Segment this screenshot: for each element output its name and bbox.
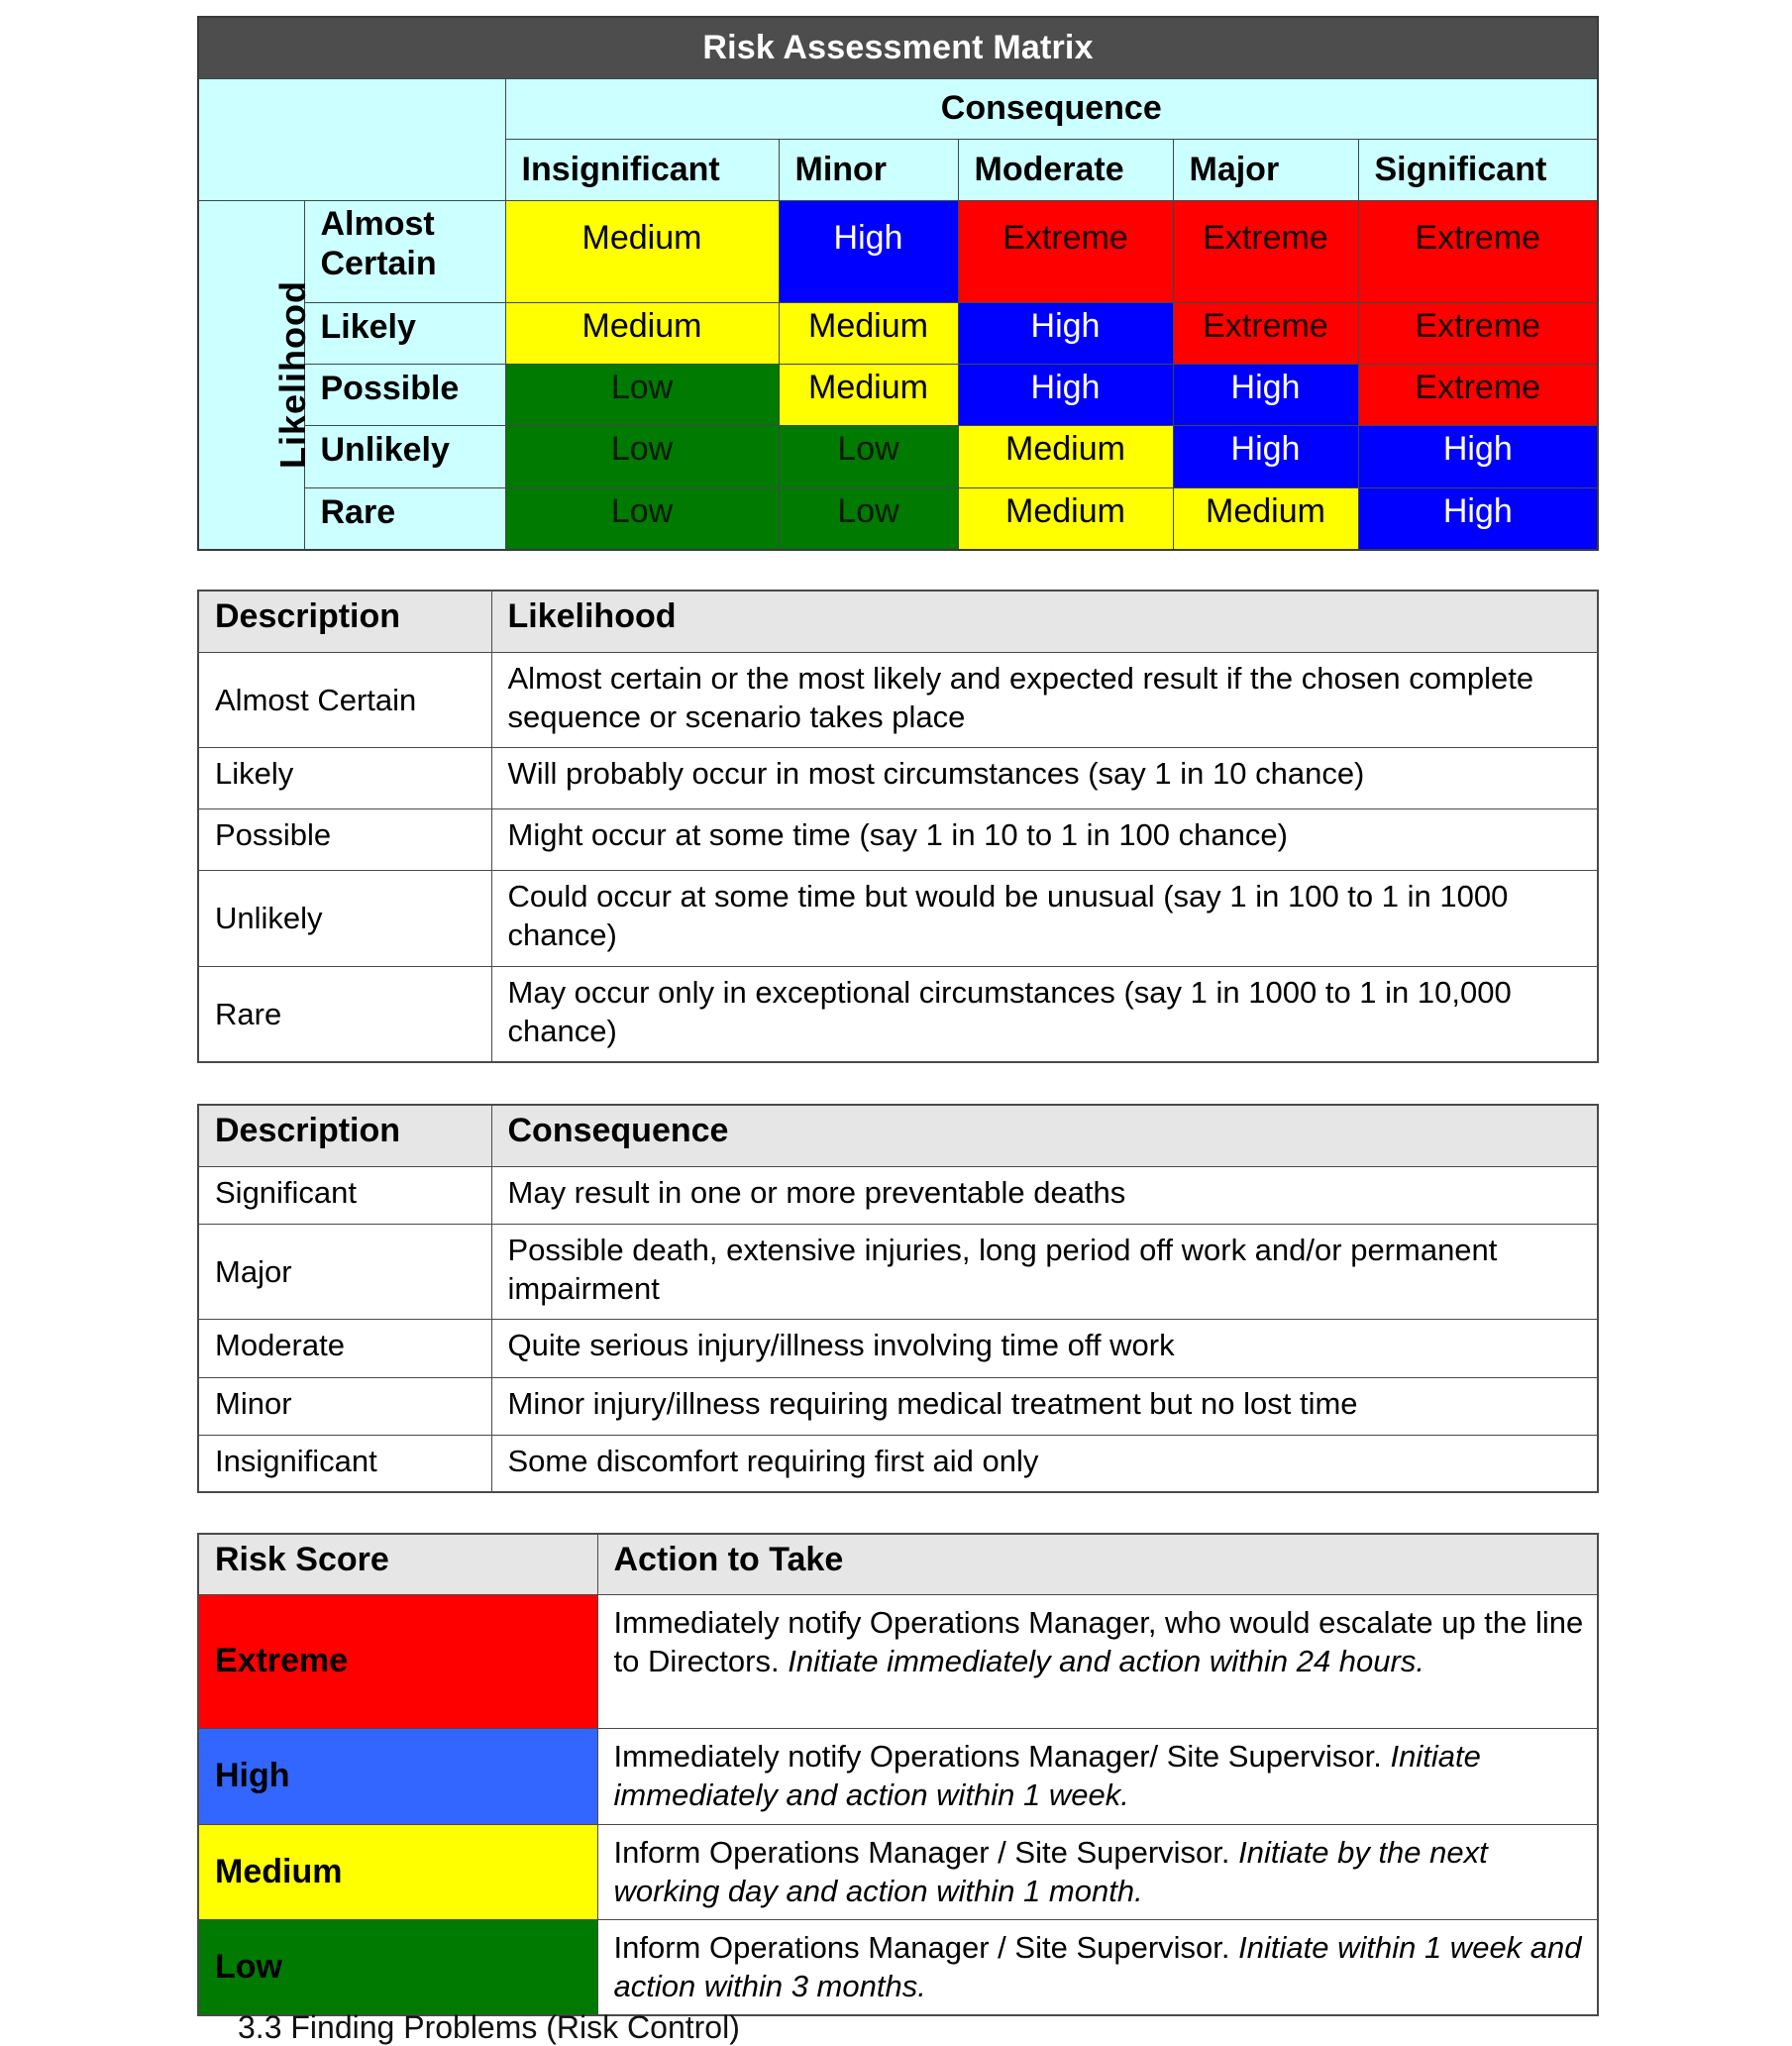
table-row [198, 870, 1598, 966]
risk-score-swatch: Medium [198, 1824, 597, 1919]
row-text: Almost certain or the most likely and expected result if the chosen complete sequence or scenario takes place [491, 652, 1598, 747]
risk-cell-low: Low [779, 425, 958, 487]
action-instruction: Inform Operations Manager / Site Supervisor. [613, 1929, 1230, 1965]
risk-row-low [198, 1919, 1598, 2015]
risk-score-action-table [197, 1533, 1599, 2016]
column-header-likelihood: Likelihood [491, 591, 1598, 652]
risk-cell-low: Low [505, 425, 779, 487]
risk-cell-high: High [1173, 364, 1358, 425]
risk-cell-extreme: Extreme [1173, 302, 1358, 364]
row-description: Insignificant [198, 1435, 491, 1492]
consequence-axis-label: Consequence [505, 78, 1598, 139]
risk-cell-low: Low [505, 487, 779, 550]
matrix-title: Risk Assessment Matrix [198, 17, 1598, 78]
matrix-row [198, 200, 1598, 302]
risk-action [597, 1728, 1598, 1824]
section-caption: 3.3 Finding Problems (Risk Control) [238, 2009, 740, 2045]
likelihood-description-table [197, 590, 1599, 1063]
matrix-row [198, 364, 1598, 425]
risk-score-swatch: High [198, 1728, 597, 1824]
table-row [198, 747, 1598, 808]
likelihood-row-header [304, 200, 505, 302]
action-timing: Initiate immediately and action within 24 hours. [788, 1643, 1424, 1678]
risk-cell-low: Low [505, 364, 779, 425]
risk-cell-medium: Medium [958, 487, 1173, 550]
column-header-risk-score: Risk Score [198, 1534, 597, 1594]
risk-cell-extreme: Extreme [1358, 302, 1598, 364]
risk-cell-high: High [1358, 425, 1598, 487]
row-text: Might occur at some time (say 1 in 10 to 1 in 100 chance) [491, 808, 1598, 870]
row-header-line: Certain [320, 244, 437, 282]
row-description: Moderate [198, 1319, 491, 1377]
consequence-column-header: Moderate [958, 139, 1173, 200]
likelihood-row-header: Likely [304, 302, 505, 364]
risk-cell-high: High [1173, 425, 1358, 487]
risk-score-swatch: Extreme [198, 1594, 597, 1728]
action-timing: Initiate immediately and action within 1 week. [613, 1738, 1481, 1812]
row-description: Likely [198, 747, 491, 808]
table-row [198, 1435, 1598, 1492]
row-text: Some discomfort requiring first aid only [491, 1435, 1598, 1492]
row-header-line: Almost [320, 204, 435, 243]
table-row [198, 808, 1598, 870]
risk-cell-extreme: Extreme [958, 200, 1173, 302]
row-description: Significant [198, 1166, 491, 1224]
likelihood-axis-label: Likelihood [272, 280, 313, 470]
row-description: Minor [198, 1377, 491, 1435]
likelihood-row-header: Unlikely [304, 425, 505, 487]
row-description: Almost Certain [198, 652, 491, 747]
row-text: May occur only in exceptional circumstances (say 1 in 1000 to 1 in 10,000 chance) [491, 966, 1598, 1062]
column-header-action: Action to Take [597, 1534, 1598, 1594]
risk-action [597, 1594, 1598, 1728]
row-text: Quite serious injury/illness involving time off work [491, 1319, 1598, 1377]
row-text: Could occur at some time but would be unusual (say 1 in 100 to 1 in 1000 chance) [491, 870, 1598, 966]
risk-cell-high: High [958, 302, 1173, 364]
consequence-column-header: Minor [779, 139, 958, 200]
action-timing: Initiate by the next working day and action within 1 month. [613, 1834, 1488, 1908]
consequence-column-header: Significant [1358, 139, 1598, 200]
risk-cell-medium: Medium [505, 200, 779, 302]
likelihood-row-header: Rare [304, 487, 505, 550]
risk-row-extreme [198, 1594, 1598, 1728]
matrix-corner-cell [198, 78, 505, 200]
table-header-row [198, 591, 1598, 652]
action-instruction: Inform Operations Manager / Site Supervisor. [613, 1834, 1230, 1870]
table-row [198, 1377, 1598, 1435]
row-text: May result in one or more preventable deaths [491, 1166, 1598, 1224]
likelihood-row-header: Possible [304, 364, 505, 425]
column-header-consequence: Consequence [491, 1105, 1598, 1166]
risk-cell-medium: Medium [505, 302, 779, 364]
risk-action [597, 1824, 1598, 1919]
risk-cell-medium: Medium [1173, 487, 1358, 550]
column-header-description: Description [198, 1105, 491, 1166]
risk-cell-low: Low [779, 487, 958, 550]
row-description: Unlikely [198, 870, 491, 966]
risk-cell-medium: Medium [779, 364, 958, 425]
consequence-column-header: Insignificant [505, 139, 779, 200]
risk-score-swatch: Low [198, 1919, 597, 2015]
matrix-row [198, 425, 1598, 487]
row-text: Minor injury/illness requiring medical treatment but no lost time [491, 1377, 1598, 1435]
table-header-row [198, 1534, 1598, 1594]
risk-action [597, 1919, 1598, 2015]
row-description: Rare [198, 966, 491, 1062]
row-text: Possible death, extensive injuries, long period off work and/or permanent impairment [491, 1224, 1598, 1319]
table-row [198, 1166, 1598, 1224]
risk-cell-medium: Medium [958, 425, 1173, 487]
consequence-description-table [197, 1104, 1599, 1493]
risk-assessment-matrix [197, 16, 1599, 551]
row-text: Will probably occur in most circumstances (say 1 in 10 chance) [491, 747, 1598, 808]
risk-cell-extreme: Extreme [1358, 200, 1598, 302]
table-header-row [198, 1105, 1598, 1166]
matrix-row [198, 487, 1598, 550]
table-row [198, 966, 1598, 1062]
table-row [198, 1319, 1598, 1377]
risk-row-high [198, 1728, 1598, 1824]
row-description: Possible [198, 808, 491, 870]
table-row [198, 1224, 1598, 1319]
row-description: Major [198, 1224, 491, 1319]
risk-row-medium [198, 1824, 1598, 1919]
action-instruction: Immediately notify Operations Manager, who would escalate up the line to Directors. [613, 1604, 1584, 1678]
action-instruction: Immediately notify Operations Manager/ Site Supervisor. [613, 1738, 1382, 1774]
action-timing: Initiate within 1 week and action within 3 months. [613, 1929, 1582, 2003]
matrix-row [198, 302, 1598, 364]
table-row [198, 652, 1598, 747]
risk-cell-high: High [1358, 487, 1598, 550]
column-header-description: Description [198, 591, 491, 652]
consequence-column-header: Major [1173, 139, 1358, 200]
risk-cell-medium: Medium [779, 302, 958, 364]
risk-cell-high: High [779, 200, 958, 302]
risk-cell-extreme: Extreme [1358, 364, 1598, 425]
likelihood-axis-cell [198, 200, 313, 550]
risk-cell-high: High [958, 364, 1173, 425]
risk-cell-extreme: Extreme [1173, 200, 1358, 302]
